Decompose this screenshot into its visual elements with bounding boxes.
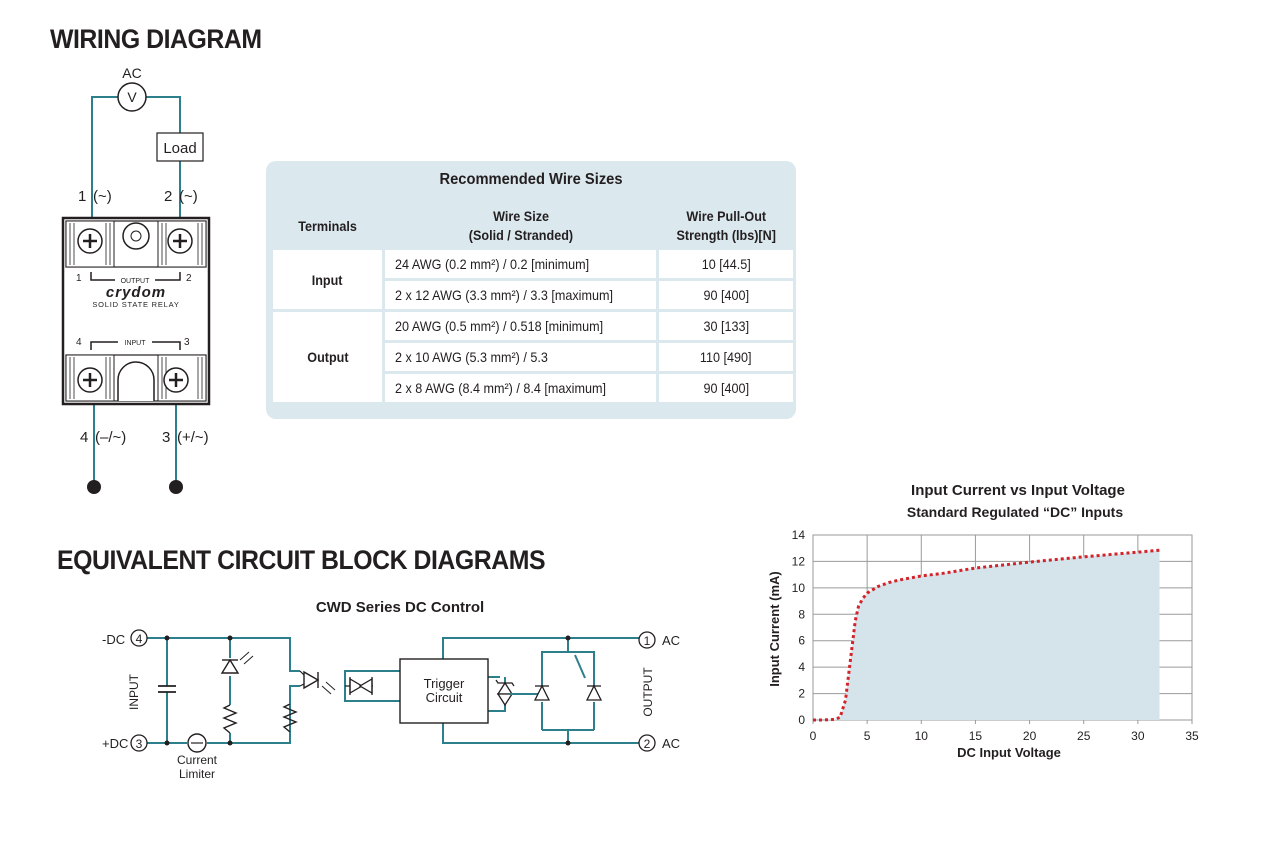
wire-sizes-panel	[266, 161, 796, 419]
chart-x-label: DC Input Voltage	[957, 745, 1061, 760]
relay-pin-4: 4	[76, 337, 82, 348]
relay-input-label: INPUT	[124, 340, 146, 347]
chart-subtitle: Standard Regulated “DC” Inputs	[906, 504, 1124, 520]
relay-pin-1: 1	[76, 273, 82, 284]
wire-sizes-table	[270, 202, 796, 405]
terminal-1-symbol: (~)	[93, 188, 112, 205]
header-wire-size: Wire Size (Solid / Stranded)	[384, 204, 658, 249]
equivalent-circuit	[95, 595, 695, 790]
solid-state-relay	[63, 218, 209, 404]
current-limiter-label-2: Limiter	[178, 767, 216, 781]
input-current-chart	[760, 475, 1230, 770]
terminal-4-symbol: (–/~)	[95, 429, 127, 446]
chart-x-tick-label: 10	[914, 729, 928, 743]
scr-2-symbol	[587, 686, 601, 700]
table-header-row	[272, 204, 795, 249]
chart-y-tick-label: 0	[798, 713, 805, 727]
optocoupler-led	[300, 671, 335, 694]
chart-y-tick-label: 10	[791, 580, 805, 595]
circuit-pin-1: 1	[643, 634, 651, 648]
wire-size-cell: 20 AWG (0.5 mm²) / 0.518 [minimum]	[384, 311, 658, 342]
voltmeter-label: V	[127, 89, 137, 105]
relay-brand: crydom	[105, 284, 167, 301]
chart-x-tick-label: 30	[1131, 729, 1145, 743]
chart-y-tick-label: 4	[798, 660, 805, 675]
wire-size-cell: 24 AWG (0.2 mm²) / 0.2 [minimum]	[384, 249, 658, 280]
header-strength: Wire Pull-Out Strength (lbs)[N]	[658, 204, 795, 249]
chart-x-tick-label: 0	[809, 729, 817, 743]
led-symbol	[222, 652, 253, 673]
load-label: Load	[163, 140, 197, 157]
mounting-slot-bottom	[118, 362, 154, 401]
wire-size-cell: 2 x 10 AWG (5.3 mm²) / 5.3	[384, 342, 658, 373]
chart-title: Input Current vs Input Voltage	[911, 482, 1125, 499]
circuit-input-label: INPUT	[127, 674, 141, 710]
wiring-diagram	[50, 60, 250, 510]
terminal-2-label: 2	[164, 188, 173, 205]
pos-dc-label: +DC	[102, 736, 129, 751]
chart-x-tick-label: 35	[1185, 729, 1199, 743]
wire-sizes-title: Recommended Wire Sizes	[439, 171, 623, 188]
terminal-1-label: 1	[78, 188, 87, 205]
circuit-output-label: OUTPUT	[641, 667, 655, 717]
terminal-3-label: 3	[162, 429, 171, 446]
chart-y-label: Input Current (mA)	[767, 571, 782, 687]
trigger-label-1: Trigger	[423, 676, 465, 691]
wire-size-cell: 2 x 12 AWG (3.3 mm²) / 3.3 [maximum]	[384, 280, 658, 311]
chart-y-tick-label: 14	[791, 528, 805, 542]
ac-1-label: AC	[662, 633, 681, 648]
resistor-1	[224, 705, 236, 733]
strength-cell: 10 [44.5]	[658, 249, 795, 280]
strength-cell: 110 [490]	[658, 342, 795, 373]
neg-dc-label: -DC	[102, 632, 126, 647]
terminal-input-cell: Input	[272, 249, 384, 311]
table-row	[272, 311, 795, 342]
chart-y-tick-label: 2	[798, 686, 805, 701]
strength-cell: 90 [400]	[658, 373, 795, 404]
chart-x-tick-label: 20	[1022, 729, 1037, 743]
circuit-pin-4: 4	[135, 632, 143, 646]
strength-cell: 30 [133]	[658, 311, 795, 342]
chart-y-tick-label: 6	[798, 633, 805, 648]
chart-x-tick-label: 5	[863, 729, 871, 743]
terminal-output-cell: Output	[272, 311, 384, 404]
relay-pin-2: 2	[186, 273, 192, 284]
relay-subtitle: SOLID STATE RELAY	[92, 300, 180, 309]
header-terminals: Terminals	[272, 204, 384, 249]
table-row	[272, 249, 795, 280]
ac-label: AC	[122, 65, 142, 81]
trigger-label-2: Circuit	[425, 690, 463, 705]
mounting-hole-inner	[131, 231, 141, 241]
terminal-2-symbol: (~)	[179, 188, 198, 205]
chart-x-tick-label: 15	[968, 729, 983, 743]
wire-size-cell: 2 x 8 AWG (8.4 mm²) / 8.4 [maximum]	[384, 373, 658, 404]
current-limiter-label-1: Current	[176, 753, 218, 767]
circuit-pin-3: 3	[135, 737, 143, 751]
circuit-wires	[147, 638, 639, 743]
terminal-3-symbol: (+/~)	[177, 429, 209, 446]
ac-2-label: AC	[662, 736, 681, 751]
circuit-pin-2: 2	[643, 737, 651, 751]
zener-diode-symbol	[496, 680, 514, 705]
chart-y-tick-label: 8	[798, 607, 805, 622]
circuit-title: CWD Series DC Control	[315, 599, 485, 616]
equivalent-circuit-heading: EQUIVALENT CIRCUIT BLOCK DIAGRAMS	[57, 545, 546, 575]
chart-x-tick-label: 25	[1077, 729, 1091, 743]
terminal-4-dot	[87, 480, 101, 494]
chart-y-tick-label: 12	[791, 554, 805, 569]
capacitor-symbol	[158, 686, 176, 692]
relay-pin-3: 3	[184, 337, 190, 348]
relay-output-label: OUTPUT	[120, 278, 150, 285]
optotriac-symbol	[345, 677, 373, 695]
wiring-diagram-heading: WIRING DIAGRAM	[50, 24, 262, 54]
terminal-3-dot	[169, 480, 183, 494]
terminal-4-label: 4	[80, 429, 89, 446]
strength-cell: 90 [400]	[658, 280, 795, 311]
